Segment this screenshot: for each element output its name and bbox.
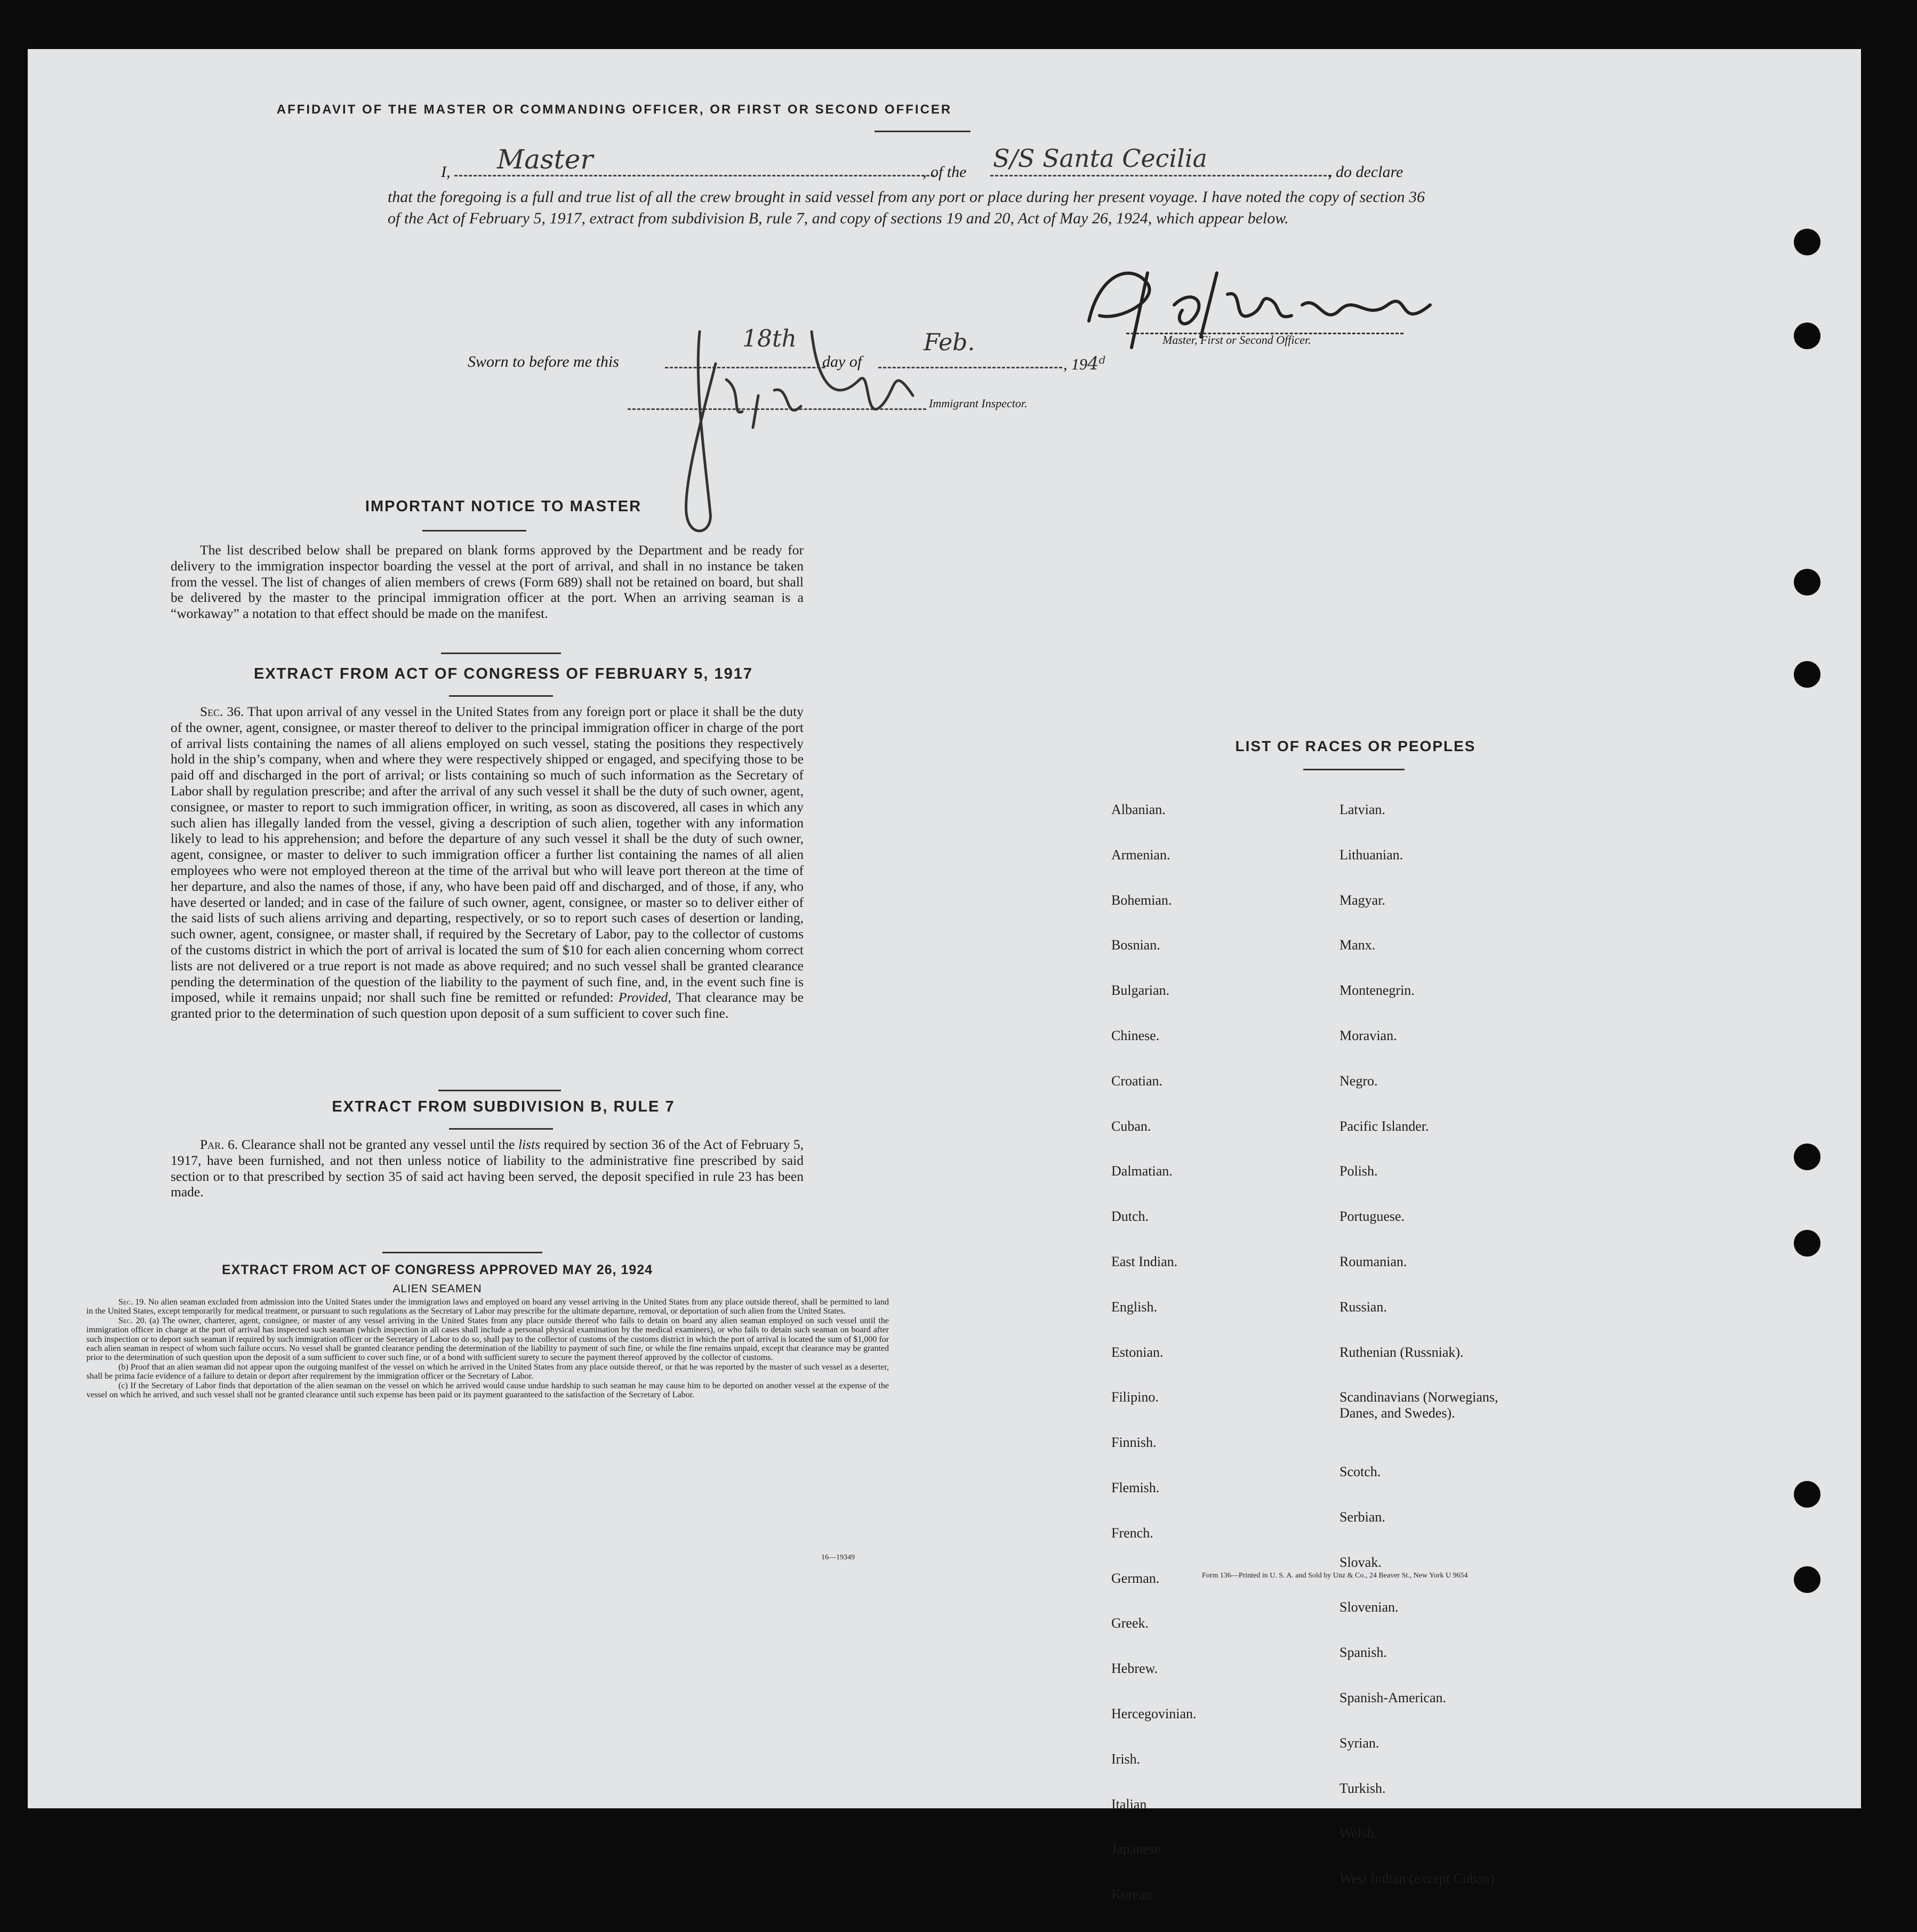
race-item: French. xyxy=(1111,1525,1153,1541)
race-item: Estonian. xyxy=(1111,1344,1164,1360)
race-item: Pacific Islander. xyxy=(1340,1118,1429,1134)
notice-divider xyxy=(422,530,526,532)
notice-text: The list described below shall be prepared on blank forms approved by the Department and be ready for delivery to the immigration inspector boarding the vessel at the port of arrival, and shall in no instance be taken from the vessel. The list of changes of alien members of crews (Form 689) shall not be retained on board, but shall be delivered by the master to the principal immigration officer at the port. When an arriving seaman is a “workaway” a notation to that effect should be made on the manifest. xyxy=(171,542,804,622)
section-divider xyxy=(441,653,561,654)
form-page xyxy=(28,49,1861,1903)
race-item: Welsh. xyxy=(1340,1825,1377,1841)
race-item: Montenegrin. xyxy=(1340,983,1415,999)
sworn-label: Sworn to before me this xyxy=(468,353,619,371)
rule7-lists-word: lists xyxy=(518,1137,541,1152)
section-19-label: Sec. 19. xyxy=(118,1298,146,1307)
race-item: West Indian (except Cuban). xyxy=(1340,1871,1498,1887)
handwritten-year: 4 xyxy=(1087,353,1099,374)
extract-1924-title: EXTRACT FROM ACT OF CONGRESS APPROVED MAY 26, 1924 xyxy=(221,1262,653,1277)
form-footer: Form 136—Printed in U. S. A. and Sold by Unz & Co., 24 Beaver St., New York U 9654 xyxy=(1202,1572,1468,1580)
races-divider xyxy=(1303,769,1405,770)
binder-hole xyxy=(1794,569,1820,595)
section-19-text: No alien seaman excluded from admission into the United States under the immigration laws and employed on board any vessel arriving in the United States from any place outside thereof, shall be permitted to land in the United States, except temporarily for medical treatment, or pursuant to such regulations as the Secretary of Labor may prescribe for the ultimate departure, removal, or deportation of such alien from the United States. xyxy=(86,1298,889,1316)
race-item: Dalmatian. xyxy=(1111,1163,1173,1179)
races-title: LIST OF RACES OR PEOPLES xyxy=(1235,738,1476,754)
race-item: Armenian. xyxy=(1111,847,1170,863)
binder-hole xyxy=(1794,1481,1820,1508)
race-item: Moravian. xyxy=(1340,1027,1397,1043)
race-item: Dutch. xyxy=(1111,1209,1149,1225)
race-item: Spanish-American. xyxy=(1340,1689,1447,1705)
race-item: Magyar. xyxy=(1340,892,1385,908)
race-item: Irish. xyxy=(1111,1751,1141,1767)
proviso-text: That clearance may be granted prior to the determination of such question upon deposit of a sum sufficient to cover such fine. xyxy=(171,989,804,1021)
extract-rule7-divider xyxy=(449,1128,553,1130)
race-item: Korean. xyxy=(1111,1887,1156,1903)
race-item: Flemish. xyxy=(1111,1479,1160,1495)
day-of-label: day of xyxy=(822,353,862,371)
race-item: Croatian. xyxy=(1111,1073,1163,1089)
inspector-label: Immigrant Inspector. xyxy=(929,397,1028,410)
section-20-label: Sec. 20. xyxy=(118,1316,147,1325)
race-item: Bulgarian. xyxy=(1111,983,1170,999)
handwritten-vessel-name: S/S Santa Cecilia xyxy=(993,144,1207,173)
race-item: English. xyxy=(1111,1299,1157,1315)
race-item: Negro. xyxy=(1340,1073,1378,1089)
year-prefix: , 19 xyxy=(1063,356,1087,373)
race-item: Slovenian. xyxy=(1340,1599,1399,1615)
section-20b-text: (b) Proof that an alien seaman did not appear upon the outgoing manifest of the vessel on which he arrived in the United States from any place outside thereof, or that he was reported by the master of such vessel as a deserter, shall be prima facie evidence of a failure to detain or deport after requirement by the immigration officer or the Secretary of Labor. xyxy=(86,1362,889,1381)
extract-1917-title: EXTRACT FROM ACT OF CONGRESS OF FEBRUARY 5, 1917 xyxy=(253,665,753,682)
rule7-text-after: required by section 36 of the Act of February 5, 1917, have been furnished, and not then unless notice of liability to the administrative fine prescribed by said section or to that prescribed by section 35 of said act having been served, the deposit specified in rule 23 has been made. xyxy=(171,1137,804,1200)
affidavit-do-declare-label: , do declare xyxy=(1328,163,1403,181)
race-item: Spanish. xyxy=(1340,1645,1387,1661)
extract-1917-text xyxy=(171,704,804,1021)
section-divider xyxy=(438,1090,561,1091)
race-item: Russian. xyxy=(1340,1299,1387,1315)
extract-1917-divider xyxy=(449,695,553,697)
affidavit-i-label: I, xyxy=(441,163,451,181)
race-item: Scandinavians (Norwegians, Danes, and Swedes). xyxy=(1340,1389,1498,1421)
handwritten-master-name: Master xyxy=(497,144,593,175)
affidavit-declaration: that the foregoing is a full and true list of all the crew brought in said vessel from any port or place during her present voyage. I have noted the copy of section 36 of the Act of February 5, 1917, extract from subdivision B, rule 7, and copy of sections 19 and 20, Act of May 26, 1924, which appear below. xyxy=(388,188,1425,227)
race-item: Greek. xyxy=(1111,1615,1149,1631)
race-item: German. xyxy=(1111,1570,1160,1586)
extract-1924-subtitle: ALIEN SEAMEN xyxy=(392,1283,482,1295)
race-item: Bohemian. xyxy=(1111,892,1172,908)
race-item: Serbian. xyxy=(1340,1509,1385,1525)
race-item: Japanese. xyxy=(1111,1841,1164,1857)
race-list-right xyxy=(1340,786,1498,1916)
rule7-text-before: Clearance shall not be granted any vessel until the xyxy=(241,1137,515,1152)
master-signature-line xyxy=(1126,333,1403,334)
notice-title: IMPORTANT NOTICE TO MASTER xyxy=(365,498,642,515)
race-item: Lithuanian. xyxy=(1340,847,1403,863)
handwritten-month: Feb. xyxy=(924,329,975,356)
race-item: East Indian. xyxy=(1111,1253,1178,1269)
binder-hole xyxy=(1794,1144,1820,1170)
race-item: Filipino. xyxy=(1111,1389,1159,1405)
race-item: Portuguese. xyxy=(1340,1209,1405,1225)
section-20c-text: (c) If the Secretary of Labor finds that deportation of the alien seaman on the vessel on which he arrived would cause undue hardship to such seaman he may cause him to be deported on another vessel at the expense of the vessel on which he arrived, and such vessel shall not be granted clearance until such expense has been paid or its payment guaranteed to the satisfaction of the Secretary of Labor. xyxy=(86,1381,889,1400)
proviso-label: Provided, xyxy=(618,989,671,1005)
race-item: Italian xyxy=(1111,1796,1147,1812)
affidavit-of-the-label: , of the xyxy=(923,163,967,181)
race-item: Polish. xyxy=(1340,1163,1378,1179)
race-list-left xyxy=(1111,786,1197,1932)
race-item: Hercegovinian. xyxy=(1111,1705,1197,1721)
race-item: Syrian. xyxy=(1340,1735,1379,1751)
section-20a-text: (a) The owner, charterer, agent, consignee, or master of any vessel arriving in the United States from any place outside thereof who fails to detain on board any alien seaman employed on such vessel until the immigration officer in charge at the port of arrival has inspected such seaman (which inspection in all cases shall include a personal physical examination by the medical examiners), or who fails to detain such seaman on board after such inspection or to deport such seaman if required by such immigration officer or the Secretary of Labor to do so, shall pay to the collector of customs of the customs district in which the port of arrival is located the sum of $1,000 for each alien seaman in respect of whom such failure occurs. No vessel shall be granted clearance pending the determination of the liability to payment of such fine, or while the fine remains unpaid, except that clearance may be granted prior to the determination of such question upon the deposit of a sum sufficient to cover such fine, or of a bond with sufficient surety to secure the payment thereof approved by the collector of customs. xyxy=(86,1316,889,1363)
section-36-text: That upon arrival of any vessel in the United States from any foreign port or place it shall be the duty of the owner, agent, consignee, or master thereof to deliver to the principal immigration officer in charge of the port of arrival lists containing the names of all aliens employed on such vessel, stating the positions they respectively hold in the ship’s company, when and where they were respectively shipped or engaged, and specifying those to be paid off and discharged in the port of arrival; or lists containing so much of such information as the Secretary of Labor shall by regulation prescribe; and after the arrival of any such vessel it shall be the duty of such owner, agent, consignee, or master to report to such immigration officer, in writing, as soon as discovered, all cases in which any such alien has illegally landed from the vessel, giving a description of such alien, together with any information likely to lead to his apprehension; and before the departure of any such vessel it shall be the duty of such owner, agent, consignee, or master to deliver to such immigration officer a further list containing the names of all alien employees who were not employed thereon at the time of the arrival but who will leave port thereon at the time of her departure, and also the names of those, if any, who have been paid off and discharged, and of those, if any, who have deserted or landed; and in case of the failure of such owner, agent, consignee, or master so to deliver either of the said lists of such aliens arriving and departing, respectively, or so to report such cases of desertion or landing, such owner, agent, consignee, or master shall, if required by the Secretary of Labor, pay to the collector of customs of the customs district in which the port of arrival is located the sum of $10 for each alien concerning whom correct lists are not delivered or a true report is not made as above required; and no such vessel shall be granted clearance pending the determination of the question of the liability to the payment of such fine, and, in the event such fine is imposed, while it remains unpaid; nor shall such fine be remitted or refunded: xyxy=(171,704,804,1005)
race-item: Chinese. xyxy=(1111,1027,1160,1043)
race-item: Slovak. xyxy=(1340,1554,1382,1570)
year-label xyxy=(1063,353,1105,374)
race-item: Scotch. xyxy=(1340,1463,1381,1479)
title-divider xyxy=(875,131,970,132)
race-item: Albanian. xyxy=(1111,802,1166,817)
race-item: Cuban. xyxy=(1111,1118,1151,1134)
race-item: Finnish. xyxy=(1111,1435,1157,1451)
binder-hole xyxy=(1794,323,1820,349)
race-item: Roumanian. xyxy=(1340,1253,1407,1269)
master-signature-label: Master, First or Second Officer. xyxy=(1162,333,1311,347)
print-code: 16—19349 xyxy=(821,1553,855,1561)
handwritten-year-sup: d xyxy=(1098,353,1106,366)
par-6-label: Par. 6. xyxy=(200,1137,238,1152)
affidavit-title: AFFIDAVIT OF THE MASTER OR COMMANDING OFFICER, OR FIRST OR SECOND OFFICER xyxy=(276,102,952,117)
race-item: Manx. xyxy=(1340,937,1376,953)
binder-hole xyxy=(1794,1230,1820,1257)
extract-1924-text xyxy=(86,1298,889,1399)
binder-hole xyxy=(1794,661,1820,688)
binder-hole xyxy=(1794,1566,1820,1593)
race-item: Bosnian. xyxy=(1111,937,1160,953)
binder-hole xyxy=(1794,229,1820,255)
extract-rule7-title: EXTRACT FROM SUBDIVISION B, RULE 7 xyxy=(332,1098,675,1115)
section-divider xyxy=(382,1252,542,1253)
section-36-label: Sec. 36. xyxy=(200,704,244,719)
race-item: Hebrew. xyxy=(1111,1661,1158,1677)
race-item: Ruthenian (Russniak). xyxy=(1340,1344,1464,1360)
handwritten-day: 18th xyxy=(742,325,797,352)
race-item: Turkish. xyxy=(1340,1780,1386,1796)
inspector-signature xyxy=(636,300,934,556)
extract-rule7-text xyxy=(171,1137,804,1200)
master-signature xyxy=(1068,241,1467,369)
race-item: Latvian. xyxy=(1340,802,1385,817)
